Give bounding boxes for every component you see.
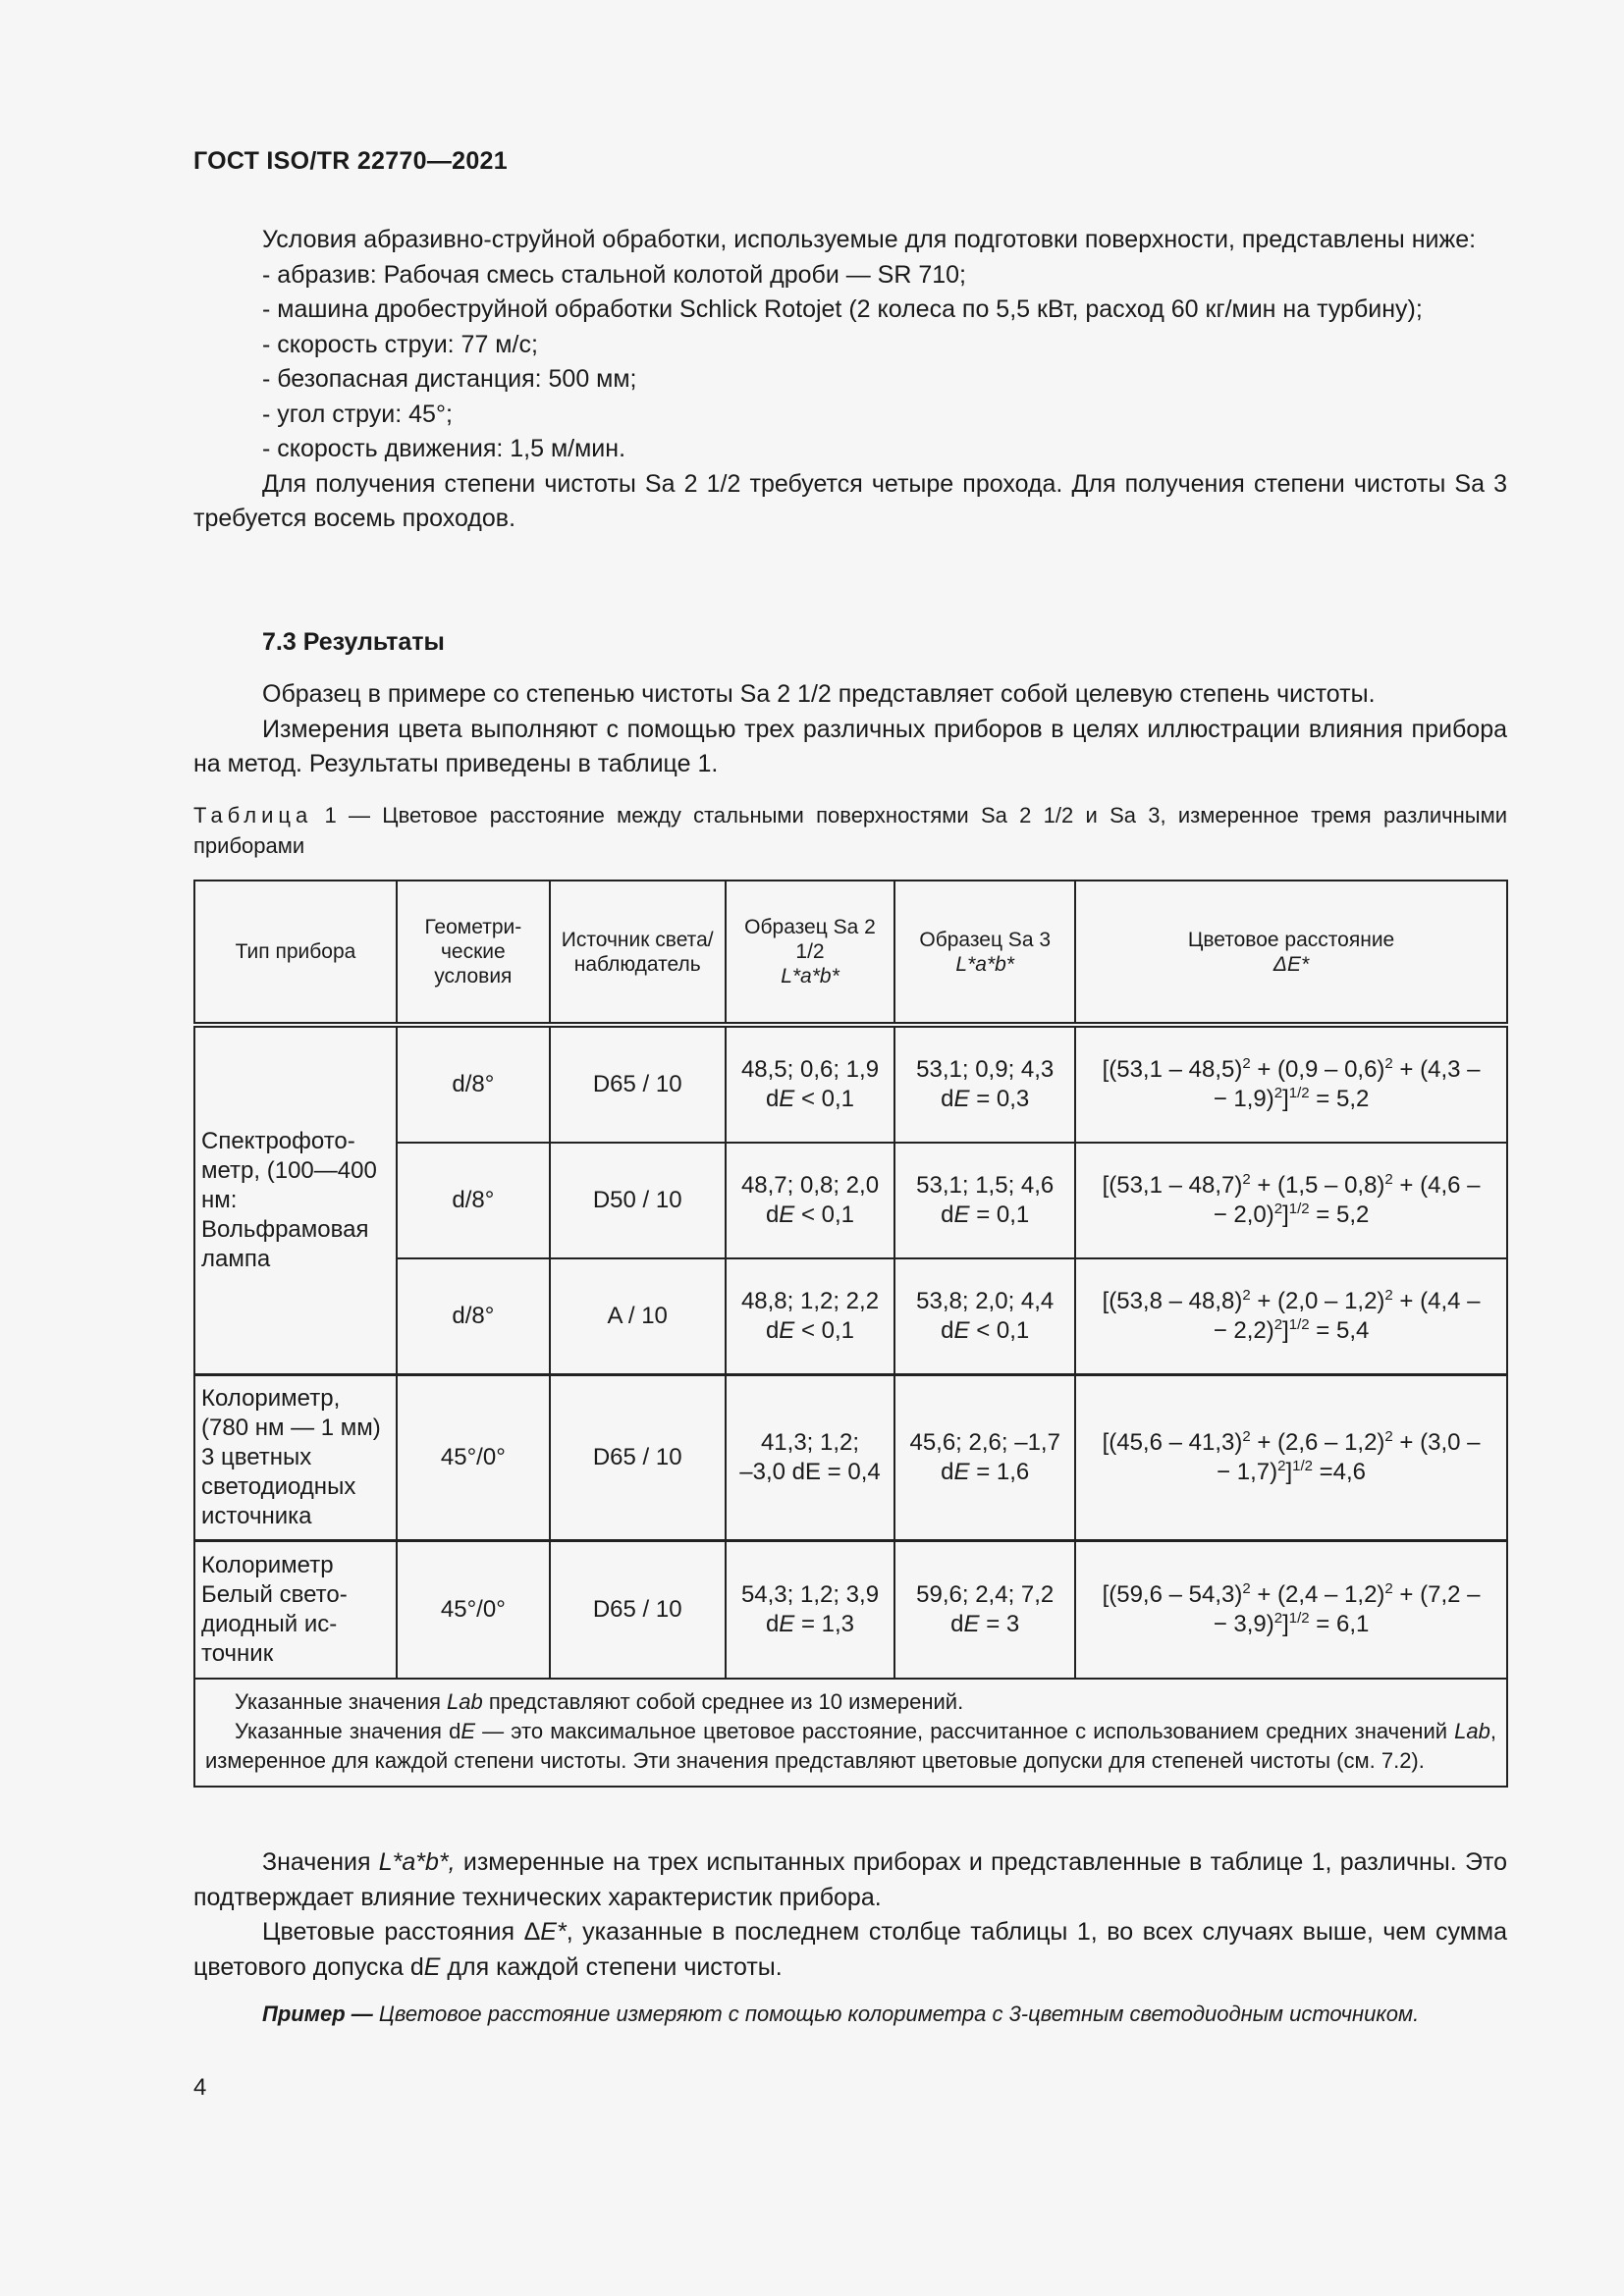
colorimeter-label: Колориметр Белый свето-диодный ис-точник [194,1541,397,1680]
header-sample-sa25: Образец Sa 2 1/2 L*a*b* [726,881,895,1025]
page-number: 4 [193,2074,207,2101]
header-geometry: Геометри-ческие условия [397,881,550,1025]
list-item: - скорость струи: 77 м/с; [262,330,538,358]
results-block [193,677,1507,782]
colorimeter-label: Колориметр, (780 нм — 1 мм) 3 цветных светодиодных источника [194,1375,397,1541]
source-cell: D65 / 10 [550,1375,726,1541]
table-row [194,1375,1507,1541]
conclusion-block [193,1845,1507,1985]
table-row [194,1025,1507,1143]
sample-sa3-cell: 53,1; 0,9; 4,3 dE = 0,3 [894,1025,1075,1143]
geometry-cell: d/8° [397,1025,550,1143]
example-label: Пример — [262,2002,373,2026]
delta-e-formula: [(59,6 – 54,3)$^2$ + (2,4 – 1,2)$^2$ + (7,2 – − 3,9)$^2$]$^{1/2}$ = 6,1 [1075,1541,1507,1680]
table-header-row [194,881,1507,1025]
table-note-row [194,1679,1507,1787]
sample-sa25-cell: 41,3; 1,2; –3,0 dE = 0,4 [726,1375,895,1541]
conclusion-paragraph: Значения L*a*b*, измеренные на трех испытанных приборах и представленные в таблице 1, различны. Это подтверждает влияние технических характеристик прибора. [193,1848,1507,1911]
intro-paragraph: Условия абразивно-струйной обработки, используемые для подготовки поверхности, представлены ниже: [262,226,1477,253]
sample-sa25-cell: 54,3; 1,2; 3,9 dE = 1,3 [726,1541,895,1680]
source-cell: A / 10 [550,1258,726,1375]
delta-e-formula: [(53,1 – 48,5)$^2$ + (0,9 – 0,6)$^2$ + (4,3 – − 1,9)$^2$]$^{1/2}$ = 5,2 [1075,1025,1507,1143]
results-table [193,880,1508,1788]
source-cell: D65 / 10 [550,1541,726,1680]
table-caption-text: 1 — Цветовое расстояние между стальными поверхностями Sa 2 1/2 и Sa 3, измеренное тремя различными приборами [193,803,1507,858]
header-light-source: Источник света/наблюдатель [550,881,726,1025]
delta-e-formula: [(45,6 – 41,3)$^2$ + (2,6 – 1,2)$^2$ + (3,0 – − 1,7)$^2$]$^{1/2}$ =4,6 [1075,1375,1507,1541]
header-sample-sa3: Образец Sa 3 L*a*b* [894,881,1075,1025]
intro-block [193,223,1507,537]
list-item: - машина дробеструйной обработки Schlick Rotojet (2 колеса по 5,5 кВт, расход 60 кг/мин на турбину); [262,295,1423,323]
sample-sa25-cell: 48,5; 0,6; 1,9 dE < 0,1 [726,1025,895,1143]
results-paragraph: Образец в примере со степенью чистоты Sa 2 1/2 представляет собой целевую степень чистоты. [262,680,1376,708]
table-caption-label: Таблица [193,803,313,828]
header-color-distance: Цветовое расстояние ΔE* [1075,881,1507,1025]
source-cell: D50 / 10 [550,1143,726,1258]
spectrophotometer-label: Спектрофото-метр, (100—400 нм: Вольфрамовая лампа [194,1025,397,1375]
example-note [193,1999,1507,2029]
geometry-cell: 45°/0° [397,1541,550,1680]
list-item: - абразив: Рабочая смесь стальной колотой дроби — SR 710; [262,260,967,289]
delta-e-formula: [(53,8 – 48,8)$^2$ + (2,0 – 1,2)$^2$ + (4,4 – − 2,2)$^2$]$^{1/2}$ = 5,4 [1075,1258,1507,1375]
conclusion-paragraph: Цветовые расстояния ΔE*, указанные в последнем столбце таблицы 1, во всех случаях выше, чем сумма цветового допуска dE для каждой степени чистоты. [193,1918,1507,1981]
sample-sa3-cell: 45,6; 2,6; –1,7 dE = 1,6 [894,1375,1075,1541]
sample-sa25-cell: 48,8; 1,2; 2,2 dE < 0,1 [726,1258,895,1375]
note-line: Указанные значения Lab представляют собой среднее из 10 измерений. [235,1689,964,1714]
passes-paragraph: Для получения степени чистоты Sa 2 1/2 требуется четыре прохода. Для получения степени чистоты Sa 3 требуется восемь проходов. [193,469,1507,532]
sample-sa25-cell: 48,7; 0,8; 2,0 dE < 0,1 [726,1143,895,1258]
table-caption [193,800,1507,861]
geometry-cell: 45°/0° [397,1375,550,1541]
geometry-cell: d/8° [397,1258,550,1375]
sample-sa3-cell: 59,6; 2,4; 7,2 dE = 3 [894,1541,1075,1680]
sample-sa3-cell: 53,8; 2,0; 4,4 dE < 0,1 [894,1258,1075,1375]
list-item: - скорость движения: 1,5 м/мин. [262,435,626,462]
results-paragraph: Измерения цвета выполняют с помощью трех различных приборов в целях иллюстрации влияния прибора на метод. Результаты приведены в таблице 1. [193,715,1507,777]
header-device-type: Тип прибора [194,881,397,1025]
example-text: Цветовое расстояние измеряют с помощью колориметра с 3-цветным светодиодным источником. [372,2002,1420,2026]
source-cell: D65 / 10 [550,1025,726,1143]
note-line: Указанные значения dE — это максимальное цветовое расстояние, рассчитанное с использованием средних значений Lab, измеренное для каждой степени чистоты. Эти значения представляют цветовые допуски для степеней чистоты (см. 7.2). [205,1719,1497,1773]
table-row [194,1541,1507,1680]
delta-e-formula: [(53,1 – 48,7)$^2$ + (1,5 – 0,8)$^2$ + (4,6 – − 2,0)$^2$]$^{1/2}$ = 5,2 [1075,1143,1507,1258]
document-header: ГОСТ ISO/TR 22770—2021 [193,147,508,175]
sample-sa3-cell: 53,1; 1,5; 4,6 dE = 0,1 [894,1143,1075,1258]
section-title: 7.3 Результаты [262,628,445,656]
list-item: - угол струи: 45°; [262,400,453,428]
geometry-cell: d/8° [397,1143,550,1258]
table-note [194,1679,1507,1787]
list-item: - безопасная дистанция: 500 мм; [262,365,637,393]
